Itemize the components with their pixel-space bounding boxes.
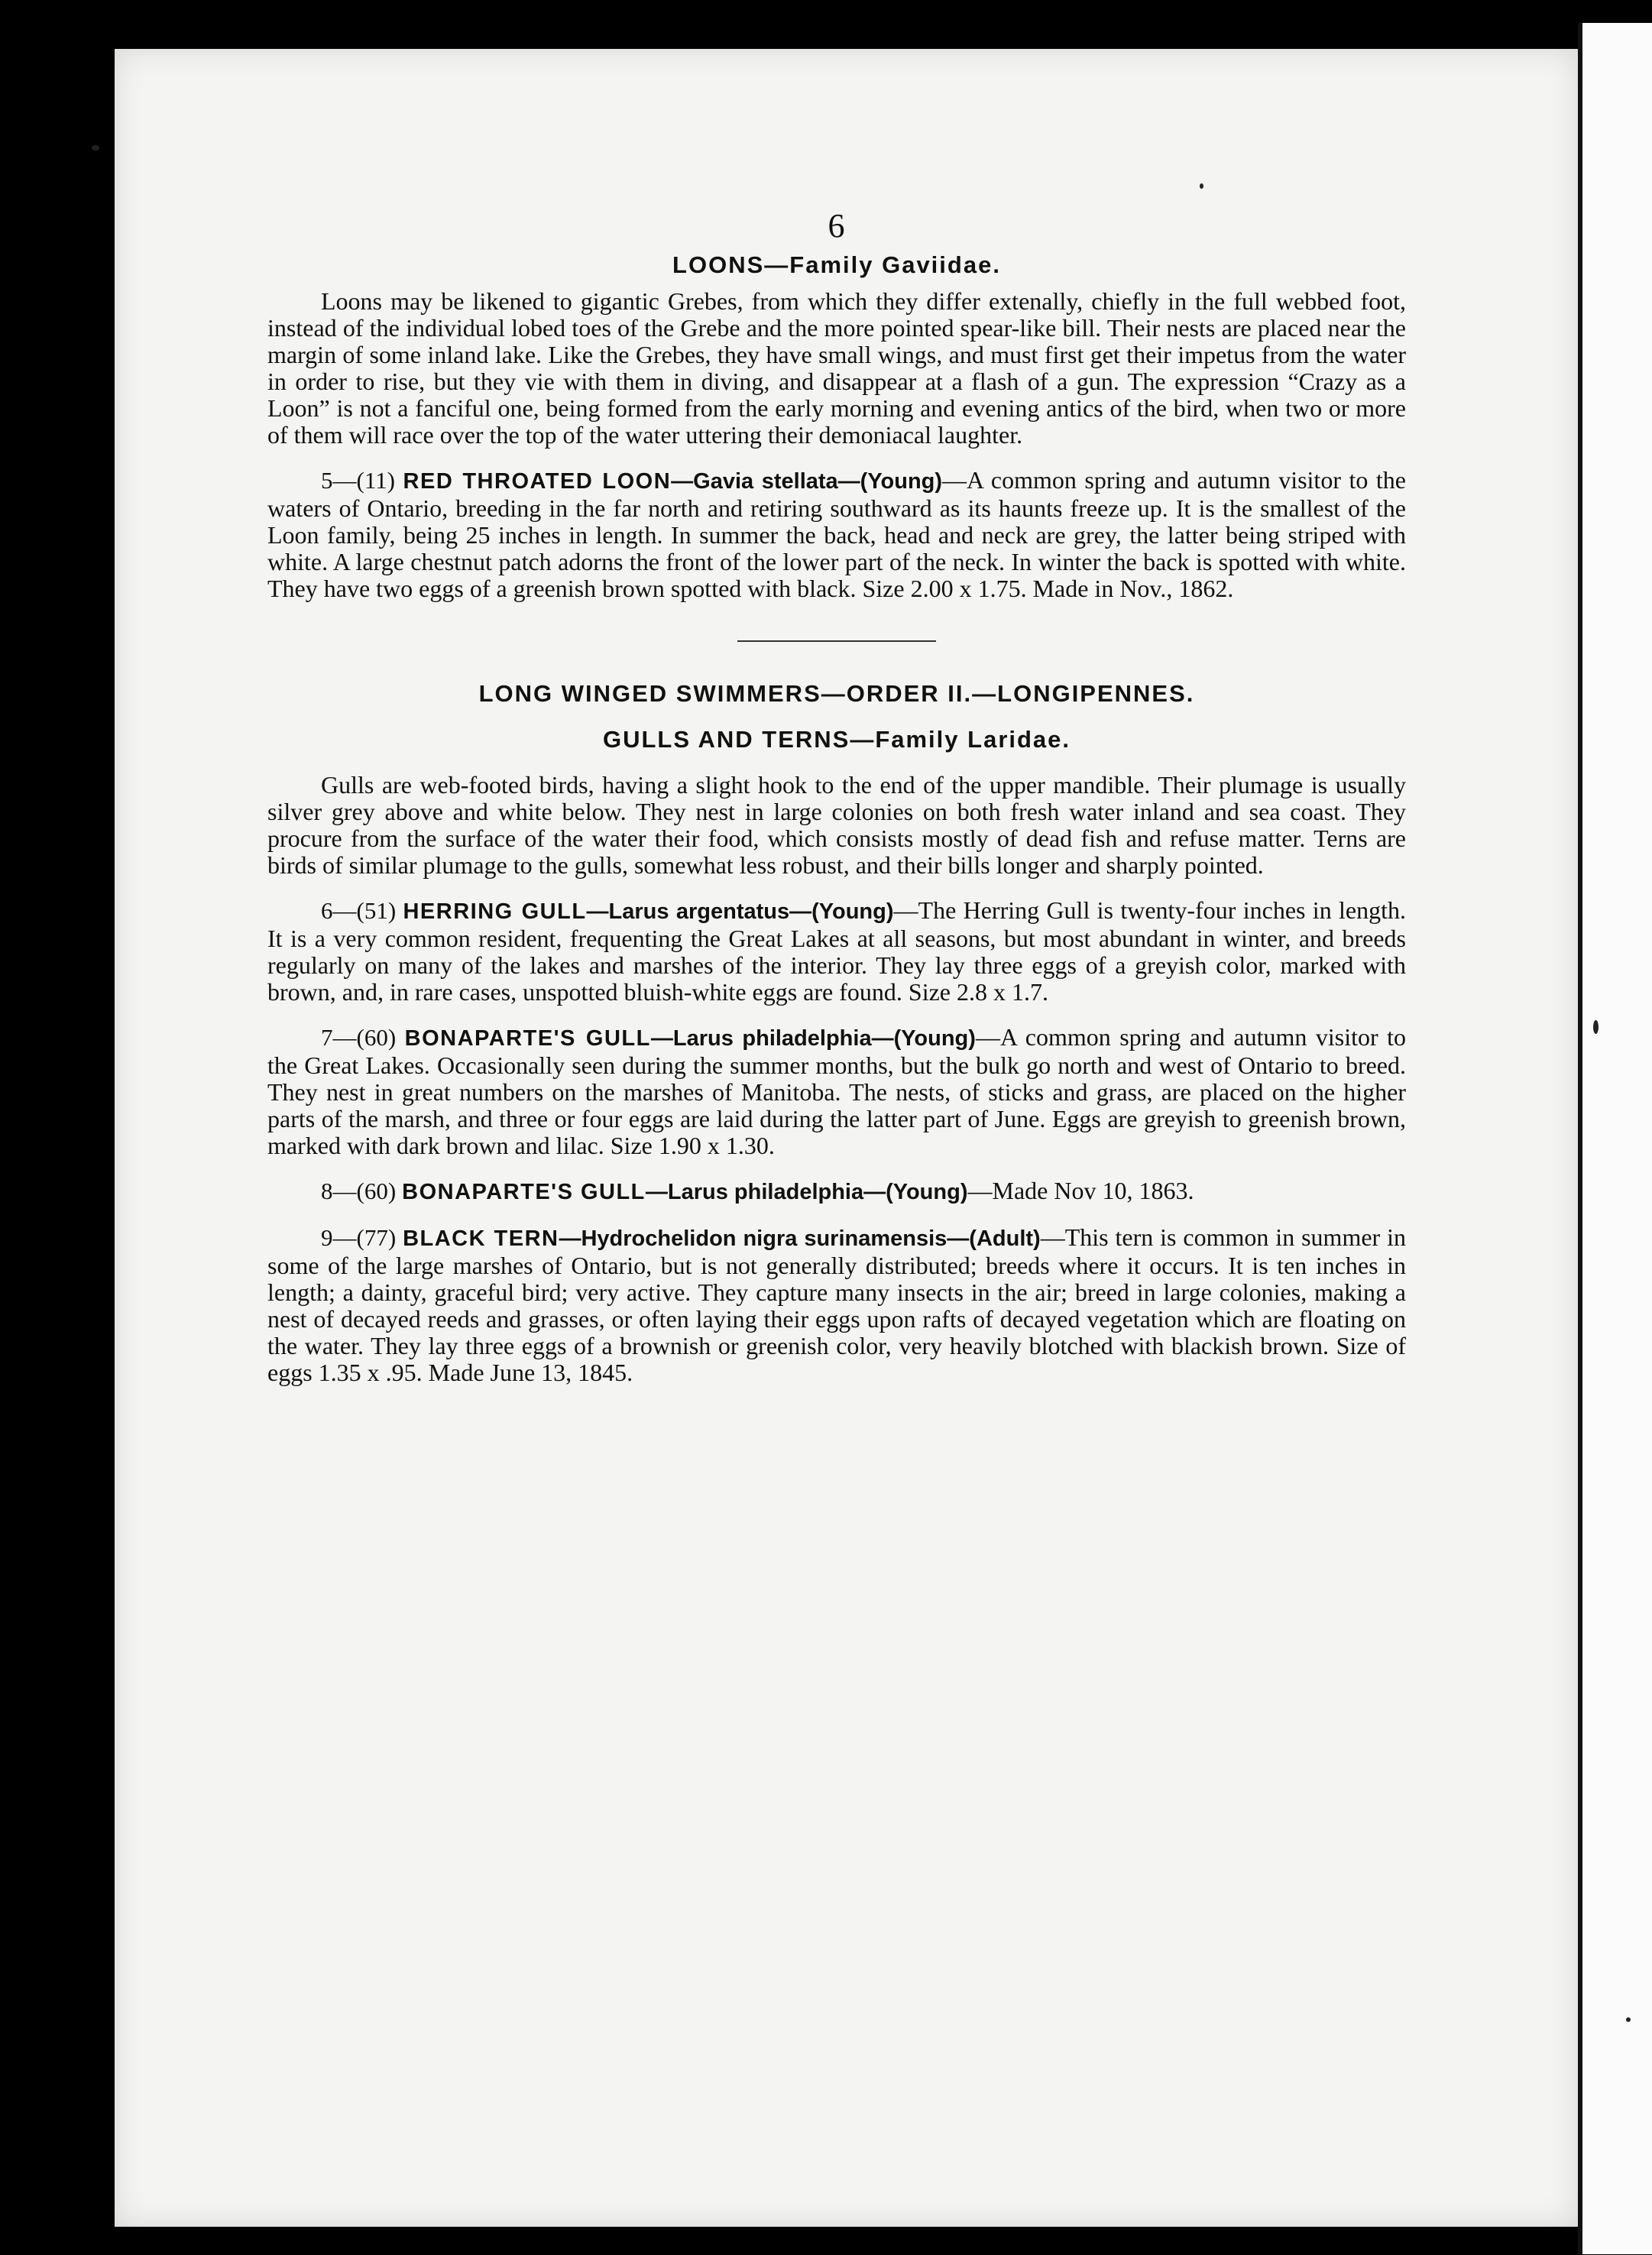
section-heading-gulls-terns: GULLS AND TERNS—Family Laridae. [602, 726, 1071, 753]
entry-common-name: BONAPARTE'S GULL [404, 1026, 651, 1051]
specimen-entry-6 [267, 897, 1406, 1006]
entry-description: —Made Nov 10, 1863. [967, 1177, 1194, 1204]
entry-common-name: RED THROATED LOON [403, 469, 672, 494]
entry-latin-name: —Hydrochelidon nigra surinamensis—(Adult) [559, 1226, 1041, 1251]
entry-number: 9—(77) [321, 1224, 397, 1251]
entry-description: —The Herring Gull is twenty-four inches in length. It is a very common resident, frequenting the Great Lakes at all seasons, but most abundant in winter, and breeds regularly on many of the lakes and marshes of the interior. They lay three eggs of a greyish color, marked with brown, and, in rare cases, unspotted bluish-white eggs are found. Size 2.8 x 1.7. [267, 896, 1406, 1006]
order-heading-longipennes: LONG WINGED SWIMMERS—ORDER II.—LONGIPENNES. [478, 680, 1195, 707]
specimen-entry-9 [267, 1224, 1406, 1386]
section-divider [737, 640, 936, 642]
entry-latin-name: —Larus philadelphia—(Young) [645, 1180, 968, 1204]
specimen-entry-7 [267, 1024, 1406, 1159]
specimen-entry-5 [267, 467, 1406, 602]
entry-description: —A common spring and autumn visitor to the Great Lakes. Occasionally seen during the summer months, but the bulk go north and west of Ontario to breed. They nest in great numbers on the marshes of Manitoba. The nests, of sticks and grass, are placed on the higher parts of the marsh, and three or four eggs are laid during the latter part of June. Eggs are greyish to greenish brown, marked with dark brown and lilac. Size 1.90 x 1.30. [267, 1023, 1407, 1159]
scan-speck [1626, 2017, 1631, 2022]
entry-number: 6—(51) [321, 897, 397, 924]
scan-speck [1200, 183, 1203, 189]
entry-latin-name: —Larus argentatus—(Young) [586, 899, 894, 924]
page-content [267, 206, 1406, 1386]
scan-speck [92, 145, 99, 151]
entry-common-name: HERRING GULL [403, 899, 587, 924]
entry-latin-name: —Larus philadelphia—(Young) [650, 1026, 976, 1051]
entry-latin-name: —Gavia stellata—(Young) [671, 469, 943, 494]
loons-intro-paragraph: Loons may be likened to gigantic Grebes, from which they differ extenally, chiefly in the full webbed foot, instead of the individual lobed toes of the Grebe and the more pointed spear-like bill. Their nests are placed near the margin of some inland lake. Like the Grebes, they have small wings, and must first get their impetus from the water in order to rise, but they vie with them in diving, and disappear at a flash of a gun. The expression “Crazy as a Loon” is not a fanciful one, being formed from the early morning and evening antics of the bird, when two or more of them will race over the top of the water uttering their demoniacal laughter. [267, 287, 1406, 449]
entry-number: 5—(11) [321, 467, 395, 494]
entry-number: 8—(60) [321, 1178, 397, 1204]
entry-common-name: BLACK TERN [403, 1226, 559, 1251]
entry-description: —A common spring and autumn visitor to the waters of Ontario, breeding in the far north and retiring southward as its haunts freeze up. It is the smallest of the Loon family, being 25 inches in length. In summer the back, head and neck are grey, the latter being striped with white. A large chestnut patch adorns the front of the lower part of the neck. In winter the back is spotted with white. They have two eggs of a greenish brown spotted with black. Size 2.00 x 1.75. Made in Nov., 1862. [267, 466, 1407, 602]
entry-common-name: BONAPARTE'S GULL [402, 1180, 646, 1204]
page-number: 6 [828, 207, 846, 245]
facing-page-edge [1578, 23, 1652, 2254]
scan-speck [1593, 1020, 1599, 1034]
entry-number: 7—(60) [321, 1024, 397, 1051]
gulls-intro-paragraph: Gulls are web-footed birds, having a slight hook to the end of the upper mandible. Their plumage is usually silver grey above and white below. They nest in large colonies on both fresh water inland and sea coast. They procure from the surface of the water their food, which consists mostly of dead fish and refuse matter. Terns are birds of similar plumage to the gulls, somewhat less robust, and their bills longer and sharply pointed. [267, 771, 1406, 879]
specimen-entry-8 [267, 1178, 1406, 1206]
entry-description: —This tern is common in summer in some of the large marshes of Ontario, but is not generally distributed; breeds where it occurs. It is ten inches in length; a dainty, graceful bird; very active. They capture many insects in the air; breed in large colonies, making a nest of decayed reeds and grasses, or often laying their eggs upon rafts of decayed vegetation which are floating on the water. They lay three eggs of a brownish or greenish color, very heavily blotched with blackish brown. Size of eggs 1.35 x .95. Made June 13, 1845. [267, 1223, 1407, 1386]
section-heading-loons: LOONS—Family Gaviidae. [672, 251, 1001, 278]
